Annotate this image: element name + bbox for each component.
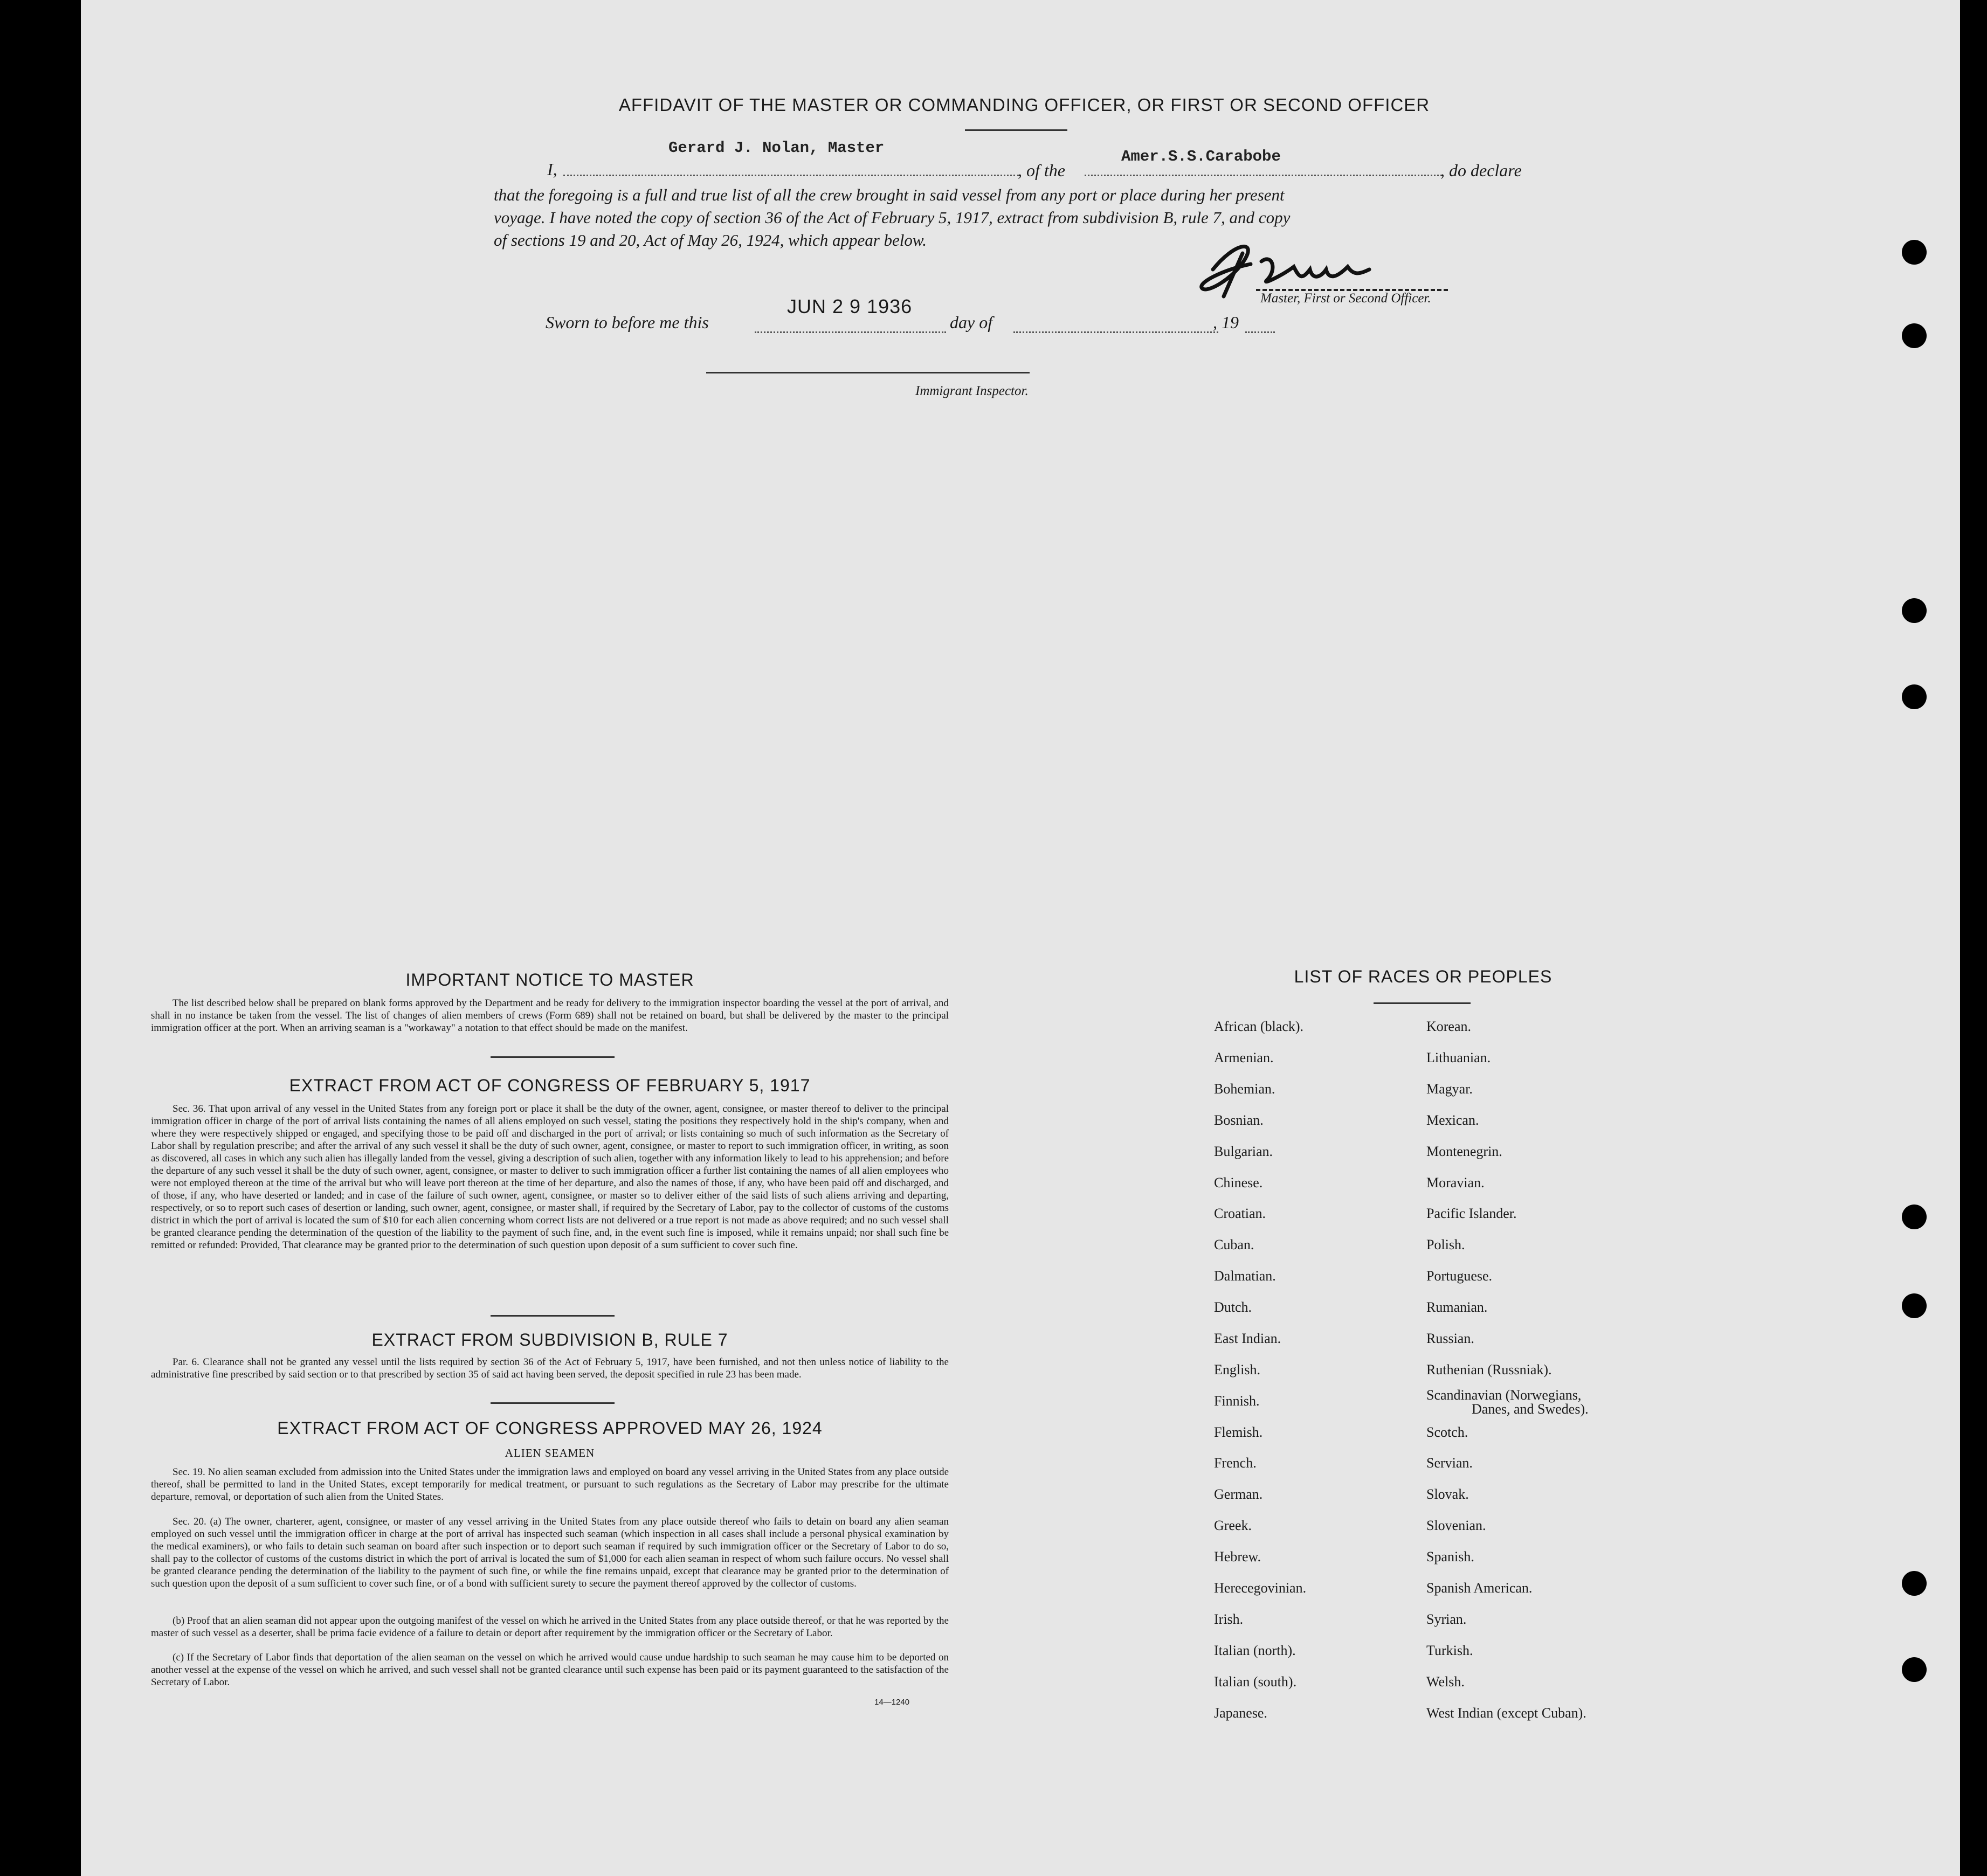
year-label: , 19 <box>1213 313 1239 332</box>
rule-7-rule <box>491 1402 615 1404</box>
race-item: Bulgarian. <box>1214 1144 1273 1159</box>
do-declare-label: , do declare <box>1440 161 1522 180</box>
extract-1917-text: Sec. 36. That upon arrival of any vessel in the United States from any foreign port or place it shall be the duty of the owner, agent, consignee, or master thereof to deliver to the principal immigration officer in charge of the port of arrival lists containing the names of all aliens employed on such vessel, stating the positions they respectively hold in the ship's company, when and where they were respectively shipped or engaged, and specifying those to be paid off and discharged in the port of arrival; or lists containing so much of such information as the Secretary of Labor shall by regulation prescribe; and after the arrival of any such vessel it shall be the duty of such owner, agent, consignee, or master to report to such immigration officer, in writing, as soon as discovered, all cases in which any such alien has illegally landed from the vessel, giving a description of such alien, together with any information likely to lead to his apprehension; and before the departure of any such vessel it shall be the duty of such owner, agent, consignee, or master to deliver to such immigration officer a further list containing the names of all alien employees who were not employed thereon at the time of the arrival but who will leave port thereon at the time of her departure, and also the names of those, if any, who have been paid off and discharged, and of those, if any, who have deserted or landed; and in case of the failure of such owner, agent, consignee, or master so to deliver either of the said lists of such aliens arriving and departing, respectively, or so to report such cases of desertion or landing, such owner, agent, consignee, or master shall, if required by the Secretary of Labor, pay to the collector of customs of the customs district in which the port of arrival is located the sum of $10 for each alien concerning whom correct lists are not delivered or a true report is not made as above required; and no such vessel shall be granted clearance pending the determination of the question of the liability to the payment of such fine, and, in the event such fine is imposed, while it remains unpaid; nor shall such fine be remitted or refunded: Provided, That clearance may be granted prior to the determination of such question upon deposit of a sum sufficient to cover such fine. <box>151 1103 949 1251</box>
stamp-date: JUN 2 9 1936 <box>787 295 913 317</box>
day-of-label: day of <box>950 313 993 332</box>
race-item: Pacific Islander. <box>1426 1206 1517 1221</box>
race-item: Syrian. <box>1426 1611 1467 1627</box>
race-item: German. <box>1214 1486 1263 1502</box>
race-item: Montenegrin. <box>1426 1144 1502 1159</box>
race-item: Chinese. <box>1214 1175 1263 1190</box>
race-item: Portuguese. <box>1426 1268 1493 1284</box>
race-item: French. <box>1214 1455 1257 1471</box>
races-rule <box>1374 1002 1471 1004</box>
signature-caption: Master, First or Second Officer. <box>1260 291 1431 306</box>
race-item: Italian (south). <box>1214 1674 1297 1690</box>
race-item: Japanese. <box>1214 1705 1267 1721</box>
punch-hole <box>1902 1293 1927 1318</box>
race-item: Lithuanian. <box>1426 1050 1491 1065</box>
affidavit-line-2: that the foregoing is a full and true list of all the crew brought in said vessel from any port or place during her present <box>494 185 1285 204</box>
i-label: I, <box>547 160 557 179</box>
month-line <box>1013 331 1218 333</box>
vessel-line <box>1085 175 1442 176</box>
extract-1924-sec20a: Sec. 20. (a) The owner, charterer, agent, consignee, or master of any vessel arriving in the United States from any place outside thereof who fails to detain on board any alien seaman employed on such vessel until the immigration officer in charge at the port of arrival has inspected such seaman (which inspection in all cases shall include a personal physical examination by the medical examiners), or who fails to detain such seaman on board after such inspection or to deport such seaman if required by such immigration officer or the Secretary of Labor to do so, shall pay to the collector of customs of the customs district in which the port of arrival is located the sum of $1,000 for each alien seaman in respect of whom such failure occurs. No vessel shall be granted clearance pending the determination of the liability to the payment of such fine, or while the fine remains unpaid, except that clearance may be granted prior to the determination of such question upon the deposit of a sum sufficient to cover such fine, or of a bond with sufficient surety to secure the payment thereof approved by the collector of customs. <box>151 1516 949 1589</box>
rule-7-title: EXTRACT FROM SUBDIVISION B, RULE 7 <box>371 1330 728 1349</box>
extract-1924-subtitle: ALIEN SEAMEN <box>505 1446 595 1459</box>
race-item: Croatian. <box>1214 1206 1266 1221</box>
race-item: Scotch. <box>1426 1424 1468 1440</box>
name-line <box>563 175 1019 176</box>
punch-hole <box>1902 598 1927 623</box>
race-item: Moravian. <box>1426 1175 1485 1190</box>
race-item: Scandinavian (Norwegians, <box>1426 1387 1582 1403</box>
race-item: Polish. <box>1426 1237 1465 1252</box>
race-item: Servian. <box>1426 1455 1473 1471</box>
race-item: Mexican. <box>1426 1112 1479 1128</box>
race-item: Flemish. <box>1214 1424 1263 1440</box>
race-item: Welsh. <box>1426 1674 1465 1690</box>
race-item: Dalmatian. <box>1214 1268 1276 1284</box>
affidavit-line-4: of sections 19 and 20, Act of May 26, 1924, which appear below. <box>494 231 927 250</box>
race-item: Ruthenian (Russniak). <box>1426 1362 1552 1377</box>
notice-rule <box>491 1056 615 1058</box>
inspector-label: Immigrant Inspector. <box>915 384 1029 398</box>
race-item: Rumanian. <box>1426 1299 1488 1315</box>
race-item: East Indian. <box>1214 1331 1281 1346</box>
race-item: Slovak. <box>1426 1486 1469 1502</box>
extract-1924-sec20c: (c) If the Secretary of Labor finds that deportation of the alien seaman on the vessel on which he arrived would cause undue hardship to such seaman he may cause him to be deported on another vessel at the expense of the vessel on which he arrived, and such vessel shall not be granted clearance until such expense has been paid or its payment guaranteed to the satisfaction of the Secretary of Labor. <box>151 1652 949 1688</box>
title-rule <box>965 129 1067 131</box>
punch-hole <box>1902 323 1927 348</box>
races-title: LIST OF RACES OR PEOPLES <box>1294 967 1553 986</box>
race-item-continuation: Danes, and Swedes). <box>1472 1401 1589 1417</box>
race-item: Russian. <box>1426 1331 1474 1346</box>
race-item: Bohemian. <box>1214 1081 1275 1097</box>
extract-1924-title: EXTRACT FROM ACT OF CONGRESS APPROVED MAY 26, 1924 <box>277 1418 823 1438</box>
document-page <box>81 0 1960 1876</box>
affidavit-title: AFFIDAVIT OF THE MASTER OR COMMANDING OFFICER, OR FIRST OR SECOND OFFICER <box>618 95 1430 115</box>
race-item: Italian (north). <box>1214 1643 1296 1658</box>
race-item: Hebrew. <box>1214 1549 1261 1565</box>
race-item: Cuban. <box>1214 1237 1254 1252</box>
punch-hole <box>1902 1204 1927 1229</box>
race-item: Finnish. <box>1214 1393 1260 1409</box>
race-item: Irish. <box>1214 1611 1244 1627</box>
inspector-line <box>706 372 1030 373</box>
race-item: African (black). <box>1214 1019 1304 1034</box>
race-item: Magyar. <box>1426 1081 1473 1097</box>
extract-1924-sec19: Sec. 19. No alien seaman excluded from admission into the United States under the immigration laws and employed on board any vessel arriving in the United States from any place outside thereof, shall be permitted to land in the United States, except temporarily for medical treatment, or pursuant to such regulations as the Secretary of Labor may prescribe for the ultimate departure, removal, or deportation of such alien from the United States. <box>151 1466 949 1503</box>
race-item: Herecegovinian. <box>1214 1580 1307 1596</box>
of-the-label: , of the <box>1018 161 1065 180</box>
notice-text: The list described below shall be prepared on blank forms approved by the Department and be ready for delivery to the immigration inspector boarding the vessel at the port of arrival, and shall in no instance be taken from the vessel. The list of changes of alien members of crews (Form 689) shall not be retained on board, but shall be delivered by the master to the principal immigration officer at the port. When an arriving seaman is a "workaway" a notation to that effect should be made on the manifest. <box>151 998 949 1034</box>
rule-7-text: Par. 6. Clearance shall not be granted any vessel until the lists required by section 36 of the Act of February 5, 1917, have been furnished, and not then unless notice of liability to the administrative fine prescribed by said section or to that prescribed by section 35 of said act having been served, the deposit specified in rule 23 has been made. <box>151 1356 949 1380</box>
affidavit-line-3: voyage. I have noted the copy of section 36 of the Act of February 5, 1917, extract from subdivision B, rule 7, and copy <box>494 208 1291 227</box>
punch-hole <box>1902 1657 1927 1682</box>
sworn-day-line <box>755 331 946 333</box>
punch-hole <box>1902 240 1927 265</box>
year-line <box>1245 331 1275 333</box>
race-item: Spanish American. <box>1426 1580 1533 1596</box>
race-item: Dutch. <box>1214 1299 1252 1315</box>
extract-1924-sec20b: (b) Proof that an alien seaman did not appear upon the outgoing manifest of the vessel on which he arrived in the United States from any place outside thereof, or that he was reported by the master of such vessel as a deserter, shall be prima facie evidence of a failure to detain or deport after requirement by the immigration officer or the Secretary of Labor. <box>151 1615 949 1639</box>
extract-1917-rule <box>491 1315 615 1317</box>
race-item: English. <box>1214 1362 1260 1377</box>
race-item: West Indian (except Cuban). <box>1426 1705 1586 1721</box>
race-item: Slovenian. <box>1426 1518 1486 1533</box>
punch-hole <box>1902 1571 1927 1596</box>
punch-hole <box>1902 684 1927 709</box>
race-item: Spanish. <box>1426 1549 1474 1565</box>
race-item: Bosnian. <box>1214 1112 1264 1128</box>
notice-title: IMPORTANT NOTICE TO MASTER <box>405 970 694 989</box>
form-number: 14—1240 <box>874 1698 910 1707</box>
vessel-name: Amer.S.S.Carabobe <box>1121 148 1281 165</box>
sworn-label: Sworn to before me this <box>546 313 709 332</box>
master-name: Gerard J. Nolan, Master <box>668 139 885 157</box>
race-item: Turkish. <box>1426 1643 1473 1658</box>
race-item: Armenian. <box>1214 1050 1274 1065</box>
race-item: Korean. <box>1426 1019 1472 1034</box>
race-item: Greek. <box>1214 1518 1252 1533</box>
extract-1917-title: EXTRACT FROM ACT OF CONGRESS OF FEBRUARY 5, 1917 <box>289 1076 811 1095</box>
